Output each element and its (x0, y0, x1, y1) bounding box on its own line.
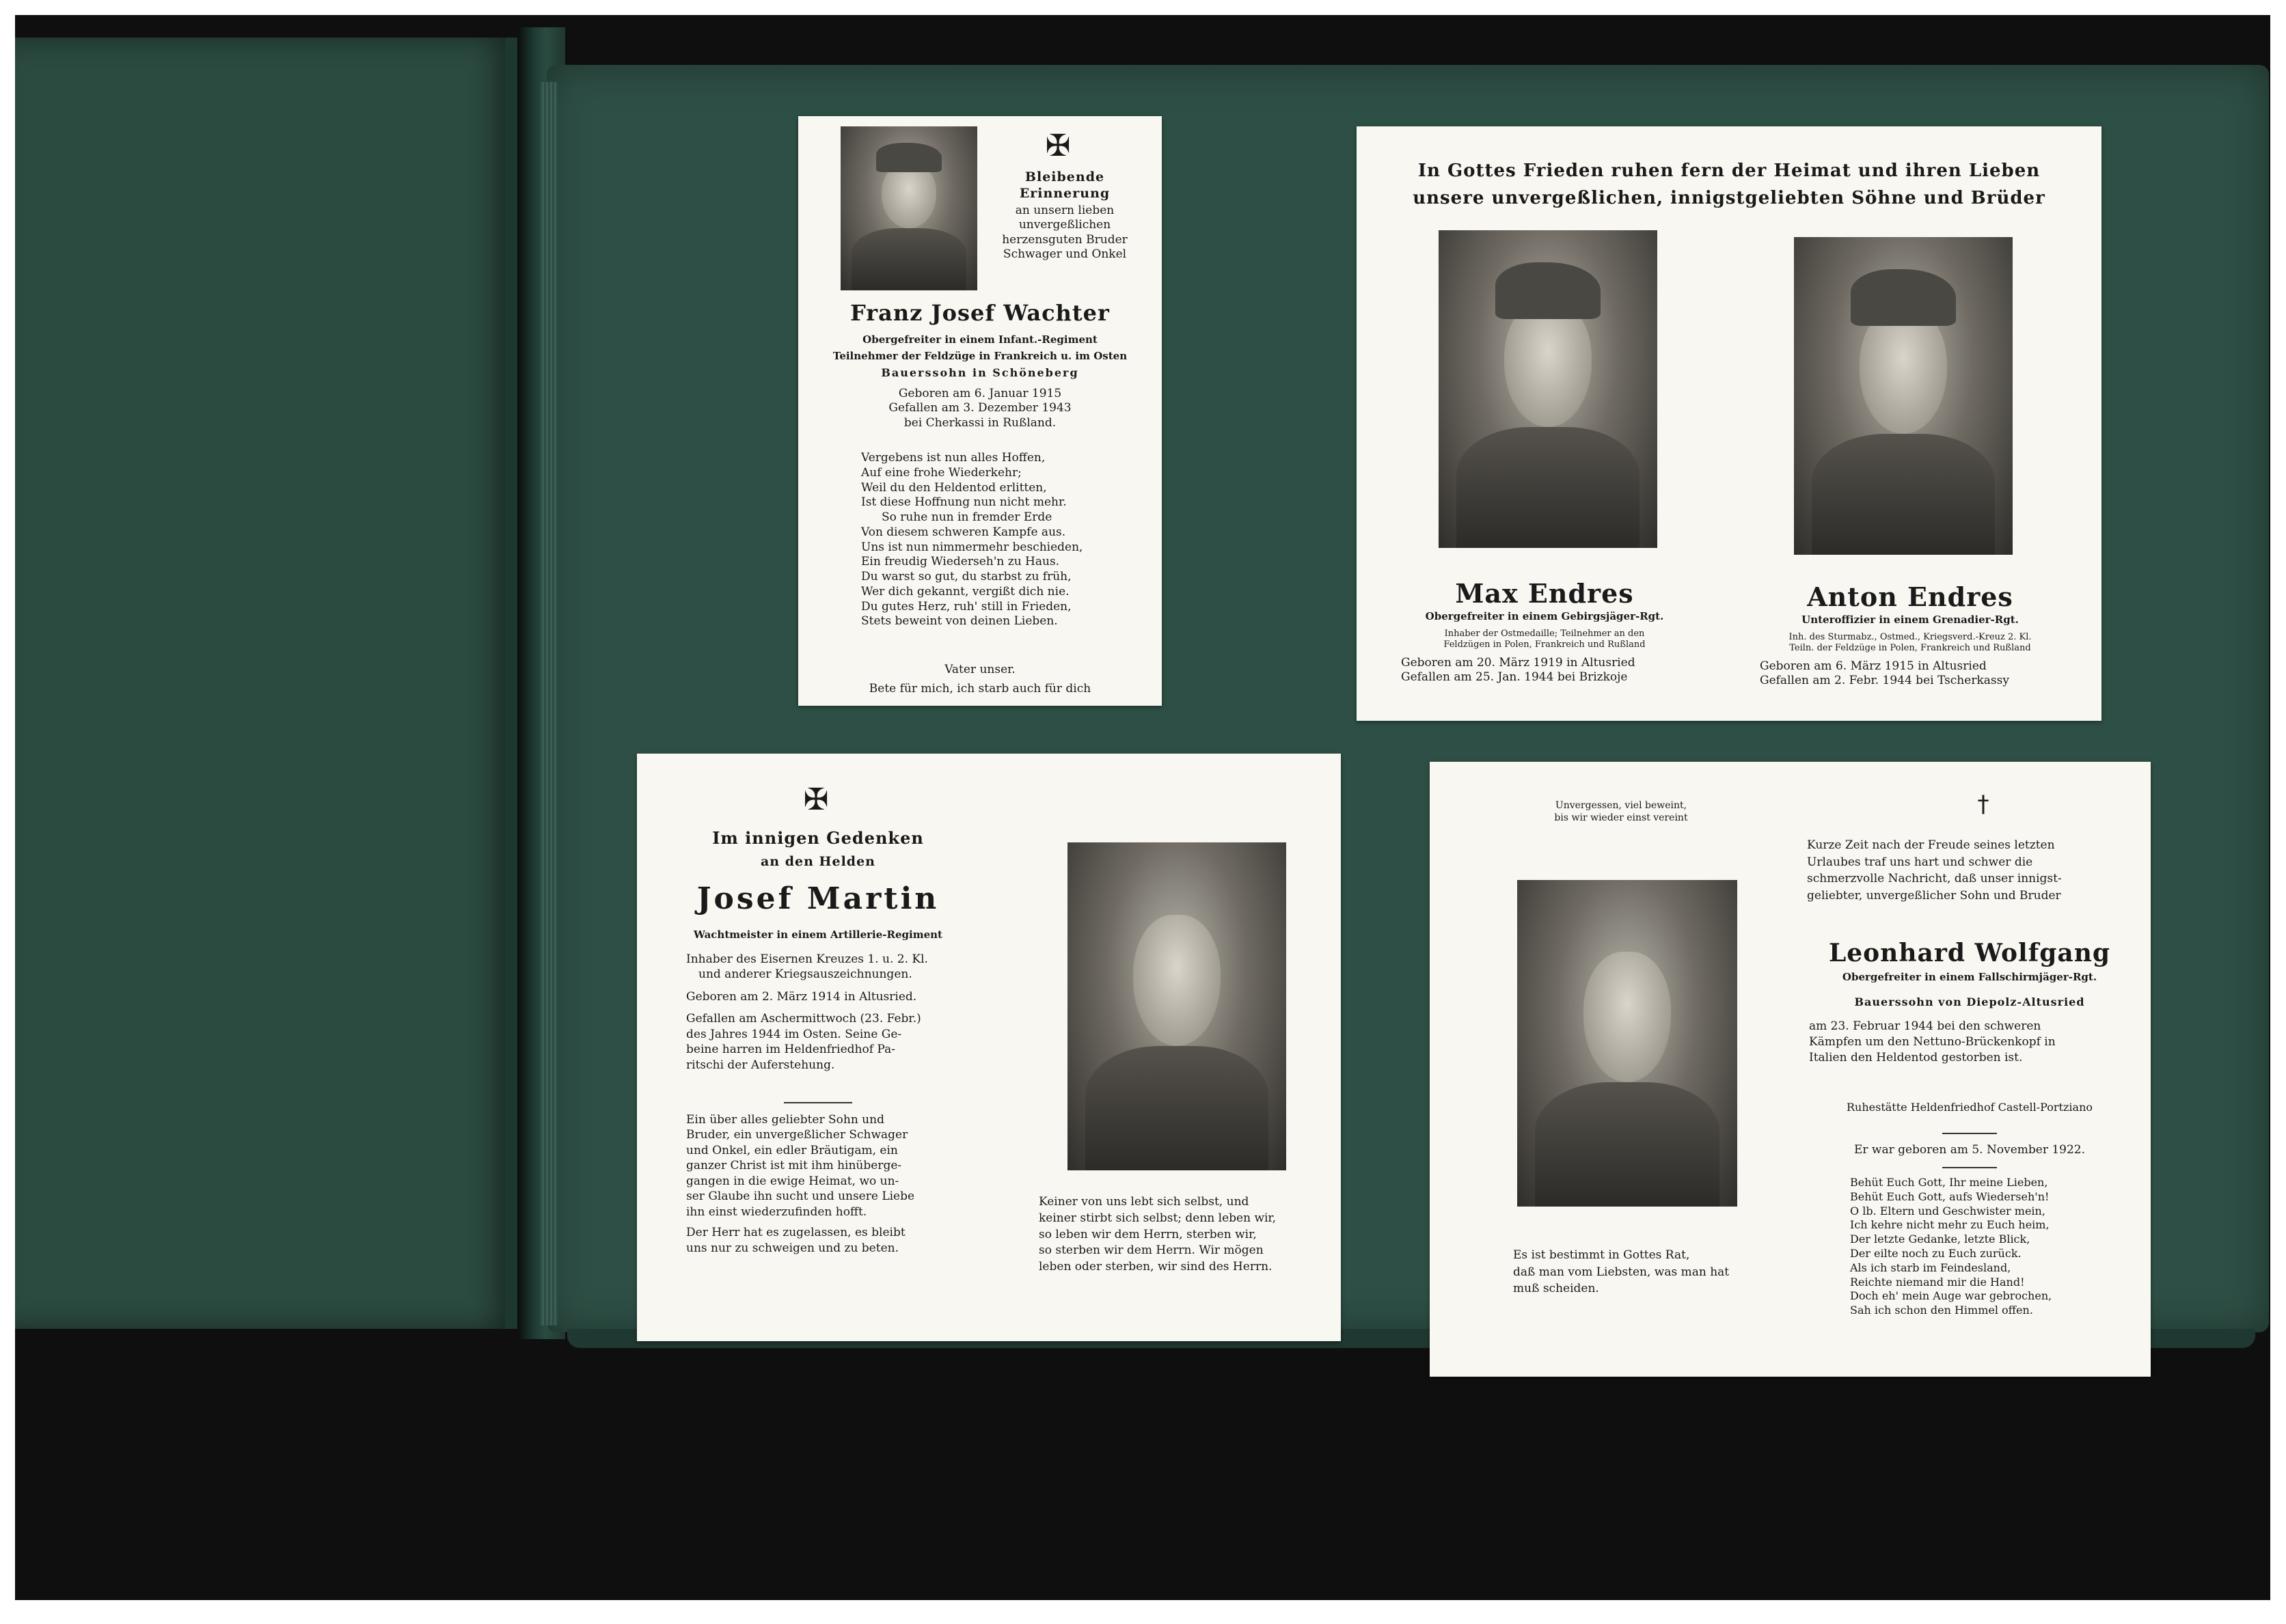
memorial-poem (861, 451, 1148, 629)
poem-line: Ist diese Hoffnung nun nicht mehr. (861, 495, 1067, 510)
intro-line: herzensguten Bruder (1002, 232, 1128, 247)
scripture-verse (1039, 1194, 1326, 1276)
poem-line: Du gutes Herz, ruh' still in Frieden, (861, 599, 1072, 614)
album-front-cover (15, 38, 517, 1329)
born-line: Geboren am 2. März 1914 in Altusried. (686, 989, 917, 1004)
honor-line: Inhaber der Ostmedaille; Teilnehmer an den (1444, 629, 1645, 639)
card-heading (678, 825, 958, 872)
soldier-origin: Bauerssohn von Diepolz-Altusried (1854, 995, 2085, 1008)
intro-line: schmerzvolle Nachricht, daß unser innigst- (1807, 872, 2062, 886)
intro-line: Schwager und Onkel (1003, 247, 1127, 261)
soldier-rank: Obergefreiter in einem Infant.-Regiment (862, 333, 1098, 346)
memorial-card-martin (637, 754, 1341, 1341)
fallen-line: Gefallen am 2. Febr. 1944 bei Tscherkassy (1760, 674, 2009, 688)
tribute-line: Bruder, ein unvergeßlicher Schwager (686, 1128, 908, 1142)
birth-line: Er war geboren am 5. November 1922. (1853, 1143, 2086, 1157)
divider (784, 1102, 852, 1103)
photo-cap (1495, 262, 1601, 320)
photo-face (1504, 300, 1592, 427)
soldier-rank-max: Obergefreiter in einem Gebirgsjäger-Rgt. (1425, 610, 1664, 622)
motto-line: bis wir wieder einst vereint (1554, 812, 1688, 823)
fallen-line: Gefallen am 25. Jan. 1944 bei Brizkoje (1401, 670, 1628, 685)
poem-line: So ruhe nun in fremder Erde (882, 510, 1052, 524)
soldier-honors-max (1384, 629, 1705, 651)
tribute-line: ganzer Christ ist mit ihm hinüberge- (686, 1159, 902, 1173)
soldier-rank: Obergefreiter in einem Fallschirmjäger-Rgt. (1842, 971, 2097, 983)
tribute-line: und Onkel, ein edler Bräutigam, ein (686, 1143, 898, 1157)
photo-face (1860, 307, 1947, 434)
poem-line: Uns ist nun nimmermehr beschieden, (861, 540, 1083, 554)
intro-line: geliebter, unvergeßlicher Sohn und Bruder (1807, 888, 2061, 903)
poem-line: Doch eh' mein Auge war gebrochen, (1850, 1289, 2052, 1303)
honor-line: Inhaber des Eisernen Kreuzes 1. u. 2. Kl. (686, 952, 928, 966)
verse-line: Keiner von uns lebt sich selbst, und (1039, 1195, 1249, 1209)
poem-line: Behüt Euch Gott, aufs Wiederseh'n! (1850, 1189, 2050, 1203)
honor-line: Inh. des Sturmabz., Ostmed., Kriegsverd.-Kreuz 2. Kl. (1788, 632, 2032, 642)
soldier-dates-anton (1760, 659, 2081, 689)
photo-face (882, 163, 936, 228)
memorial-card-wachter (798, 116, 1162, 706)
death-line: Kämpfen um den Nettuno-Brückenkopf in (1809, 1034, 2056, 1049)
soldier-details (686, 952, 960, 1073)
verse-line: leben oder sterben, wir sind des Herrn. (1039, 1260, 1273, 1274)
soldier-campaign: Teilnehmer der Feldzüge in Frankreich u. im Osten (832, 350, 1128, 362)
poem-line: Auf eine frohe Wiederkehr; (861, 465, 1022, 480)
header-line: unsere unvergeßlichen, innigstgeliebten Söhne und Brüder (1413, 188, 2045, 209)
heading-line: an den Helden (761, 854, 875, 870)
heading-line: Im innigen Gedenken (712, 828, 924, 848)
born-line: Geboren am 20. März 1919 in Altusried (1401, 656, 1635, 670)
intro-line: an unsern lieben (1015, 204, 1115, 217)
soldier-name-max: Max Endres (1455, 578, 1634, 609)
closing-line: Bete für mich, ich starb auch für dich (869, 682, 1091, 696)
fallen-line: Gefallen am Aschermittwoch (23. Febr.) (686, 1012, 921, 1026)
verse-line: so sterben wir dem Herrn. Wir mögen (1039, 1243, 1264, 1258)
poem-line: Vergebens ist nun alles Hoffen, (861, 451, 1046, 465)
portrait-photo-martin (1067, 842, 1286, 1170)
faith-line: Der Herr hat es zugelassen, es bleibt (686, 1226, 906, 1240)
resting-place: Ruhestätte Heldenfriedhof Castell-Portziano (1847, 1101, 2093, 1114)
soldier-dates (798, 387, 1162, 430)
poem-line: Weil du den Heldentod erlitten, (861, 480, 1047, 495)
poem-line: Sah ich schon den Himmel offen. (1850, 1304, 2033, 1317)
portrait-photo-anton-endres (1794, 237, 2013, 555)
cover-edge (505, 38, 517, 1329)
card-header (1357, 157, 2101, 212)
fallen-line: des Jahres 1944 im Osten. Seine Ge- (686, 1027, 902, 1041)
iron-cross-icon: ✠ (803, 782, 829, 817)
soldier-dates-max (1401, 656, 1715, 685)
photo-face (1583, 952, 1672, 1082)
photo-face (1133, 915, 1221, 1046)
farewell-poem (1850, 1176, 2137, 1318)
caption-line: Es ist bestimmt in Gottes Rat, (1513, 1248, 1690, 1262)
verse-line: so leben wir dem Herrn, sterben wir, (1039, 1227, 1257, 1241)
card-intro (1807, 837, 2135, 905)
soldier-origin: Bauerssohn in Schöneberg (881, 366, 1079, 379)
poem-line: Behüt Euch Gott, Ihr meine Lieben, (1850, 1176, 2048, 1189)
portrait-photo-max-endres (1439, 230, 1657, 548)
death-line: Italien den Heldentod gestorben ist. (1809, 1050, 2023, 1064)
photo-uniform (1812, 434, 1996, 555)
photo-uniform (852, 228, 966, 290)
fallen-line: ritschi der Auferstehung. (686, 1058, 835, 1072)
photo-uniform (1535, 1082, 1719, 1207)
divider (1942, 1133, 1997, 1134)
poem-line: Reichte niemand mir die Hand! (1850, 1275, 2025, 1289)
poem-line: Von diesem schweren Kampfe aus. (861, 525, 1066, 539)
poem-line: Wer dich gekannt, vergißt dich nie. (861, 584, 1070, 598)
soldier-name: Leonhard Wolfgang (1828, 939, 2111, 967)
poem-line: Du warst so gut, du starbst zu früh, (861, 570, 1072, 583)
faith-line: uns nur zu schweigen und zu beten. (686, 1241, 899, 1255)
poem-line: Der eilte noch zu Euch zurück. (1850, 1246, 2022, 1260)
poem-line: Stets beweint von deinen Lieben. (861, 614, 1058, 629)
soldier-honors-anton (1739, 632, 2081, 655)
death-line: am 23. Februar 1944 bei den schweren (1809, 1019, 2041, 1033)
soldier-name: Josef Martin (696, 881, 940, 916)
prayer-line: Vater unser. (944, 663, 1016, 676)
date-line: Gefallen am 3. Dezember 1943 (888, 401, 1072, 415)
card-heading: Bleibende Erinnerung (1019, 169, 1111, 201)
motto-line: Unvergessen, viel beweint, (1555, 800, 1687, 811)
tribute-line: gangen in die ewige Heimat, wo un- (686, 1174, 899, 1188)
soldier-rank: Wachtmeister in einem Artillerie-Regiment (694, 928, 942, 941)
death-notice (1809, 1019, 2137, 1066)
photo-cap (876, 143, 942, 172)
poem-line: O lb. Eltern und Geschwister mein, (1850, 1204, 2045, 1217)
soldier-name: Franz Josef Wachter (850, 300, 1110, 326)
intro-line: Kurze Zeit nach der Freude seines letzten (1807, 838, 2055, 852)
card-intro (990, 204, 1140, 262)
date-line: bei Cherkassi in Rußland. (903, 415, 1057, 430)
honor-line: Teiln. der Feldzüge in Polen, Frankreich und Rußland (1789, 643, 2031, 654)
divider (1942, 1167, 1997, 1168)
verse-line: keiner stirbt sich selbst; denn leben wir, (1039, 1211, 1277, 1225)
intro-line: unvergeßlichen (1018, 218, 1111, 232)
caption-line: daß man vom Liebsten, was man hat (1513, 1265, 1730, 1279)
photo-uniform (1085, 1046, 1269, 1170)
caption-line: muß scheiden. (1513, 1282, 1599, 1296)
page-stack-edge (540, 82, 558, 1325)
poem-line: Ein freudig Wiederseh'n zu Haus. (861, 555, 1060, 569)
photo-cap (1851, 269, 1956, 327)
header-line: In Gottes Frieden ruhen fern der Heimat und ihren Lieben (1417, 161, 2041, 181)
poem-line: Als ich starb im Feindesland, (1850, 1261, 2011, 1274)
tribute-text (686, 1112, 960, 1256)
photo-caption (1513, 1247, 1786, 1297)
poem-line: Ich kehre nicht mehr zu Euch heim, (1850, 1218, 2050, 1232)
born-line: Geboren am 6. März 1915 in Altusried (1760, 659, 1987, 673)
honor-line: Feldzügen in Polen, Frankreich und Rußland (1443, 639, 1646, 650)
portrait-photo-wolfgang (1517, 880, 1737, 1207)
latin-cross-icon: † (1977, 790, 1989, 818)
memorial-card-wolfgang (1430, 762, 2151, 1377)
memorial-card-endres (1357, 126, 2101, 721)
poem-line: Der letzte Gedanke, letzte Blick, (1850, 1233, 2030, 1246)
motto (1512, 800, 1730, 824)
fallen-line: beine harren im Heldenfriedhof Pa- (686, 1043, 895, 1057)
iron-cross-icon: ✠ (1045, 128, 1071, 163)
portrait-photo-wachter (841, 126, 977, 290)
soldier-rank-anton: Unteroffizier in einem Grenadier-Rgt. (1801, 614, 2019, 626)
tribute-line: Ein über alles geliebter Sohn und (686, 1113, 884, 1127)
tribute-line: ihn einst wiederzufinden hofft. (686, 1205, 867, 1219)
intro-line: Urlaubes traf uns hart und schwer die (1807, 855, 2033, 869)
tribute-line: ser Glaube ihn sucht und unsere Liebe (686, 1189, 915, 1204)
date-line: Geboren am 6. Januar 1915 (898, 387, 1062, 400)
soldier-name-anton: Anton Endres (1807, 581, 2013, 612)
honor-line: und anderer Kriegsauszeichnungen. (698, 967, 912, 982)
photo-uniform (1456, 427, 1640, 548)
